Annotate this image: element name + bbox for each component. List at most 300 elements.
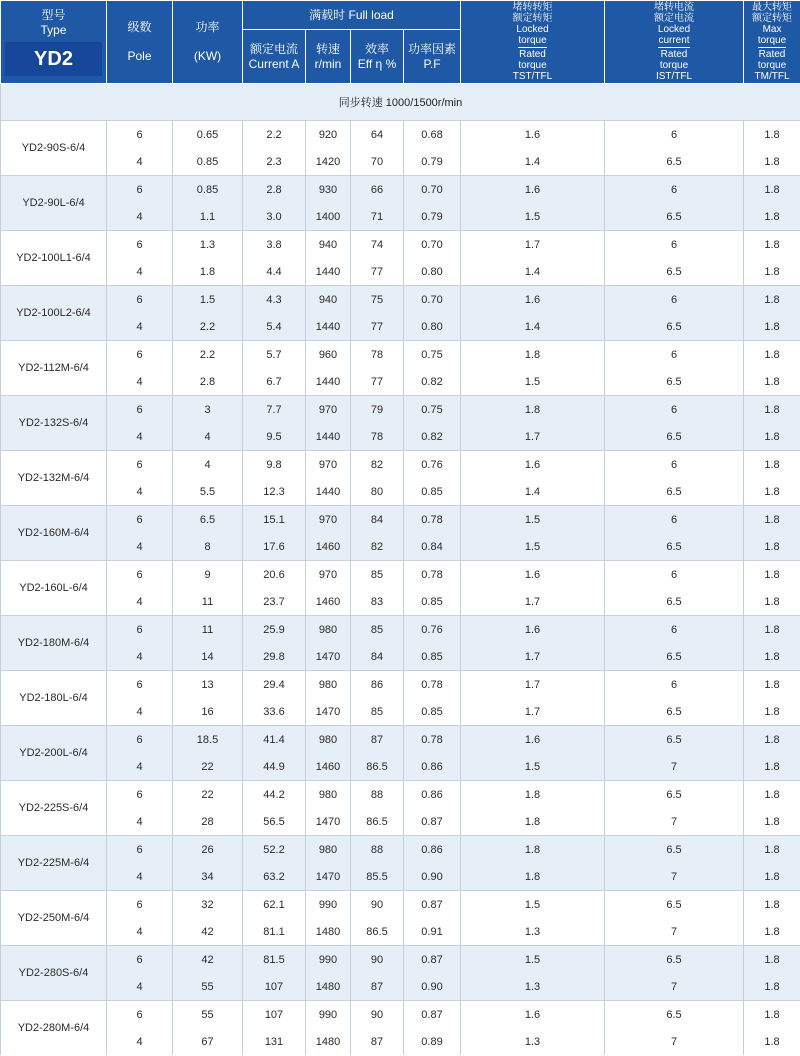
value-cell: 990 — [306, 891, 351, 919]
value-cell: 1.6 — [461, 286, 605, 314]
value-cell: 1.8 — [744, 808, 800, 836]
value-cell: 6.5 — [605, 203, 744, 231]
table-row — [1, 533, 800, 561]
value-cell: 4 — [107, 533, 173, 561]
value-cell: 1470 — [306, 808, 351, 836]
value-cell: 0.87 — [404, 1001, 461, 1029]
value-cell: 0.79 — [404, 203, 461, 231]
value-cell: 5.7 — [243, 341, 306, 369]
value-cell: 80 — [351, 478, 404, 506]
value-cell: 33.6 — [243, 698, 306, 726]
value-cell: 9.8 — [243, 451, 306, 479]
value-cell: 1.1 — [173, 203, 243, 231]
value-cell: 6 — [605, 396, 744, 424]
series-label: YD2 — [5, 42, 102, 76]
value-cell: 88 — [351, 781, 404, 809]
model-cell: YD2-180M-6/4 — [1, 616, 107, 671]
table-row — [1, 698, 800, 726]
max-torque-cn1: 最大转矩 — [752, 2, 793, 13]
max-torque-en3: Rated — [758, 49, 786, 60]
value-cell: 980 — [306, 671, 351, 699]
value-cell: 6 — [107, 616, 173, 644]
value-cell: 6.5 — [605, 781, 744, 809]
value-cell: 1.6 — [461, 561, 605, 589]
table-row — [1, 808, 800, 836]
value-cell: 980 — [306, 781, 351, 809]
value-cell: 63.2 — [243, 863, 306, 891]
value-cell: 1.6 — [461, 616, 605, 644]
value-cell: 7 — [605, 753, 744, 781]
value-cell: 6.7 — [243, 368, 306, 396]
value-cell: 1.8 — [461, 781, 605, 809]
value-cell: 1.4 — [461, 258, 605, 286]
value-cell: 6 — [107, 121, 173, 149]
pole-header-en: Pole — [127, 49, 152, 63]
locked-torque-cn1: 堵转转矩 — [512, 2, 553, 13]
value-cell: 0.85 — [173, 148, 243, 176]
table-row — [1, 781, 800, 809]
value-cell: 1460 — [306, 753, 351, 781]
locked-current-en3: Rated — [660, 49, 688, 60]
value-cell: 990 — [306, 1001, 351, 1029]
value-cell: 4 — [173, 423, 243, 451]
model-cell: YD2-132M-6/4 — [1, 451, 107, 506]
value-cell: 0.78 — [404, 726, 461, 754]
model-cell: YD2-250M-6/4 — [1, 891, 107, 946]
value-cell: 6 — [605, 231, 744, 259]
value-cell: 1480 — [306, 973, 351, 1001]
value-cell: 82 — [351, 451, 404, 479]
value-cell: 6 — [605, 561, 744, 589]
value-cell: 78 — [351, 423, 404, 451]
value-cell: 71 — [351, 203, 404, 231]
table-row — [1, 341, 800, 369]
value-cell: 15.1 — [243, 506, 306, 534]
value-cell: 11 — [173, 616, 243, 644]
value-cell: 0.70 — [404, 231, 461, 259]
value-cell: 4 — [107, 258, 173, 286]
current-header-cn: 额定电流 — [249, 41, 298, 56]
value-cell: 990 — [306, 946, 351, 974]
table-row — [1, 726, 800, 754]
value-cell: 6.5 — [605, 258, 744, 286]
value-cell: 7 — [605, 808, 744, 836]
locked-torque-en1: Locked — [516, 24, 549, 35]
value-cell: 42 — [173, 946, 243, 974]
value-cell: 3.0 — [243, 203, 306, 231]
current-header — [243, 30, 306, 84]
type-header-en: Type — [40, 23, 67, 37]
value-cell: 7 — [605, 863, 744, 891]
value-cell: 87 — [351, 726, 404, 754]
value-cell: 41.4 — [243, 726, 306, 754]
value-cell: 6 — [107, 946, 173, 974]
value-cell: 6 — [107, 506, 173, 534]
power-header — [173, 1, 243, 84]
table-row — [1, 121, 800, 149]
value-cell: 6 — [107, 451, 173, 479]
pole-header — [107, 1, 173, 84]
value-cell: 1.8 — [744, 506, 800, 534]
value-cell: 6.5 — [605, 836, 744, 864]
value-cell: 77 — [351, 313, 404, 341]
value-cell: 1440 — [306, 478, 351, 506]
table-row — [1, 451, 800, 479]
locked-current-header — [605, 1, 744, 84]
table-row — [1, 286, 800, 314]
table-row — [1, 176, 800, 204]
value-cell: 6.5 — [605, 478, 744, 506]
value-cell: 0.78 — [404, 506, 461, 534]
value-cell: 4 — [107, 1028, 173, 1055]
table-row — [1, 918, 800, 946]
value-cell: 67 — [173, 1028, 243, 1055]
value-cell: 1.4 — [461, 478, 605, 506]
value-cell: 1.7 — [461, 643, 605, 671]
value-cell: 87 — [351, 973, 404, 1001]
value-cell: 1.8 — [744, 148, 800, 176]
value-cell: 0.68 — [404, 121, 461, 149]
value-cell: 1.8 — [744, 781, 800, 809]
value-cell: 7 — [605, 918, 744, 946]
value-cell: 1.8 — [744, 341, 800, 369]
value-cell: 0.75 — [404, 396, 461, 424]
value-cell: 0.84 — [404, 533, 461, 561]
table-row — [1, 836, 800, 864]
value-cell: 1.8 — [744, 533, 800, 561]
value-cell: 1.8 — [744, 203, 800, 231]
model-cell: YD2-90L-6/4 — [1, 176, 107, 231]
model-cell: YD2-280S-6/4 — [1, 946, 107, 1001]
efficiency-header-cn: 效率 — [364, 41, 389, 56]
value-cell: 5.5 — [173, 478, 243, 506]
value-cell: 107 — [243, 1001, 306, 1029]
value-cell: 4.4 — [243, 258, 306, 286]
value-cell: 1.8 — [744, 423, 800, 451]
value-cell: 26 — [173, 836, 243, 864]
value-cell: 6.5 — [605, 533, 744, 561]
value-cell: 6 — [605, 671, 744, 699]
value-cell: 0.65 — [173, 121, 243, 149]
value-cell: 77 — [351, 368, 404, 396]
value-cell: 66 — [351, 176, 404, 204]
value-cell: 131 — [243, 1028, 306, 1055]
value-cell: 960 — [306, 341, 351, 369]
value-cell: 1.3 — [461, 973, 605, 1001]
value-cell: 0.90 — [404, 973, 461, 1001]
value-cell: 1400 — [306, 203, 351, 231]
value-cell: 85 — [351, 561, 404, 589]
value-cell: 6.5 — [605, 588, 744, 616]
value-cell: 44.9 — [243, 753, 306, 781]
value-cell: 1.8 — [461, 341, 605, 369]
value-cell: 55 — [173, 1001, 243, 1029]
value-cell: 0.82 — [404, 423, 461, 451]
value-cell: 7.7 — [243, 396, 306, 424]
value-cell: 28 — [173, 808, 243, 836]
value-cell: 1.8 — [744, 368, 800, 396]
value-cell: 79 — [351, 396, 404, 424]
max-torque-en2: torque — [757, 35, 787, 46]
value-cell: 6.5 — [605, 726, 744, 754]
value-cell: 25.9 — [243, 616, 306, 644]
model-cell: YD2-180L-6/4 — [1, 671, 107, 726]
table-row — [1, 753, 800, 781]
value-cell: 970 — [306, 506, 351, 534]
locked-current-ratio: IST/TFL — [655, 71, 693, 82]
value-cell: 6.5 — [173, 506, 243, 534]
value-cell: 14 — [173, 643, 243, 671]
value-cell: 6 — [605, 176, 744, 204]
value-cell: 6.5 — [605, 423, 744, 451]
value-cell: 86.5 — [351, 918, 404, 946]
table-header — [1, 1, 800, 84]
model-cell: YD2-100L1-6/4 — [1, 231, 107, 286]
model-cell: YD2-225S-6/4 — [1, 781, 107, 836]
value-cell: 1.8 — [461, 808, 605, 836]
value-cell: 62.1 — [243, 891, 306, 919]
value-cell: 1460 — [306, 533, 351, 561]
value-cell: 1.8 — [744, 478, 800, 506]
efficiency-header — [351, 30, 404, 84]
max-torque-en4: torque — [757, 60, 787, 71]
model-cell: YD2-112M-6/4 — [1, 341, 107, 396]
value-cell: 75 — [351, 286, 404, 314]
value-cell: 4 — [107, 478, 173, 506]
table-row — [1, 258, 800, 286]
value-cell: 1.8 — [744, 1001, 800, 1029]
value-cell: 1.8 — [744, 313, 800, 341]
table-row — [1, 616, 800, 644]
value-cell: 1.8 — [744, 451, 800, 479]
value-cell: 83 — [351, 588, 404, 616]
value-cell: 11 — [173, 588, 243, 616]
max-torque-cn2: 额定转矩 — [752, 13, 793, 24]
value-cell: 6 — [107, 176, 173, 204]
value-cell: 4 — [107, 753, 173, 781]
value-cell: 4 — [107, 588, 173, 616]
locked-current-cn2: 额定电流 — [654, 13, 695, 24]
value-cell: 9.5 — [243, 423, 306, 451]
value-cell: 4 — [173, 451, 243, 479]
value-cell: 970 — [306, 451, 351, 479]
value-cell: 78 — [351, 341, 404, 369]
model-cell: YD2-132S-6/4 — [1, 396, 107, 451]
value-cell: 1470 — [306, 863, 351, 891]
value-cell: 6 — [107, 231, 173, 259]
value-cell: 1.8 — [744, 286, 800, 314]
type-header — [1, 1, 107, 84]
table-body — [1, 84, 800, 1056]
value-cell: 1.3 — [461, 918, 605, 946]
value-cell: 1.8 — [744, 836, 800, 864]
value-cell: 0.89 — [404, 1028, 461, 1055]
locked-torque-ratio: TST/TFL — [512, 71, 553, 82]
value-cell: 18.5 — [173, 726, 243, 754]
value-cell: 1.8 — [744, 258, 800, 286]
value-cell: 930 — [306, 176, 351, 204]
table-row — [1, 148, 800, 176]
value-cell: 1.6 — [461, 1001, 605, 1029]
table-row — [1, 588, 800, 616]
value-cell: 1.8 — [173, 258, 243, 286]
value-cell: 1.7 — [461, 671, 605, 699]
value-cell: 0.70 — [404, 176, 461, 204]
value-cell: 13 — [173, 671, 243, 699]
value-cell: 0.87 — [404, 946, 461, 974]
locked-torque-header — [461, 1, 605, 84]
value-cell: 4 — [107, 808, 173, 836]
value-cell: 6 — [107, 396, 173, 424]
table-row — [1, 396, 800, 424]
value-cell: 3.8 — [243, 231, 306, 259]
value-cell: 0.78 — [404, 561, 461, 589]
value-cell: 0.79 — [404, 148, 461, 176]
value-cell: 1480 — [306, 1028, 351, 1055]
value-cell: 0.76 — [404, 616, 461, 644]
max-torque-en1: Max — [762, 24, 782, 35]
table-row — [1, 203, 800, 231]
value-cell: 4 — [107, 643, 173, 671]
value-cell: 1.8 — [744, 863, 800, 891]
value-cell: 1.5 — [461, 533, 605, 561]
value-cell: 7 — [605, 1028, 744, 1055]
value-cell: 1.5 — [461, 946, 605, 974]
value-cell: 6 — [605, 616, 744, 644]
value-cell: 980 — [306, 616, 351, 644]
table-row — [1, 231, 800, 259]
value-cell: 0.85 — [404, 643, 461, 671]
value-cell: 74 — [351, 231, 404, 259]
table-row — [1, 1028, 800, 1055]
value-cell: 1.7 — [461, 698, 605, 726]
value-cell: 81.5 — [243, 946, 306, 974]
table-row — [1, 863, 800, 891]
value-cell: 84 — [351, 643, 404, 671]
value-cell: 90 — [351, 946, 404, 974]
value-cell: 1.8 — [744, 396, 800, 424]
value-cell: 1.7 — [461, 588, 605, 616]
value-cell: 70 — [351, 148, 404, 176]
speed-header — [306, 30, 351, 84]
power-factor-header — [404, 30, 461, 84]
value-cell: 6 — [107, 286, 173, 314]
value-cell: 970 — [306, 396, 351, 424]
value-cell: 6.5 — [605, 368, 744, 396]
value-cell: 1.4 — [461, 313, 605, 341]
value-cell: 84 — [351, 506, 404, 534]
value-cell: 940 — [306, 231, 351, 259]
value-cell: 12.3 — [243, 478, 306, 506]
value-cell: 86.5 — [351, 753, 404, 781]
value-cell: 6.5 — [605, 313, 744, 341]
value-cell: 920 — [306, 121, 351, 149]
value-cell: 1.8 — [744, 891, 800, 919]
value-cell: 1470 — [306, 698, 351, 726]
value-cell: 6 — [605, 506, 744, 534]
value-cell: 1440 — [306, 258, 351, 286]
value-cell: 0.86 — [404, 781, 461, 809]
value-cell: 1.8 — [744, 753, 800, 781]
value-cell: 1.8 — [461, 836, 605, 864]
value-cell: 1.8 — [744, 946, 800, 974]
value-cell: 81.1 — [243, 918, 306, 946]
value-cell: 1.6 — [461, 726, 605, 754]
value-cell: 86.5 — [351, 808, 404, 836]
value-cell: 87 — [351, 1028, 404, 1055]
table-row — [1, 368, 800, 396]
value-cell: 23.7 — [243, 588, 306, 616]
value-cell: 0.90 — [404, 863, 461, 891]
table-row — [1, 1001, 800, 1029]
value-cell: 4 — [107, 203, 173, 231]
value-cell: 1.5 — [461, 368, 605, 396]
max-torque-header — [744, 1, 800, 84]
value-cell: 1.8 — [744, 726, 800, 754]
value-cell: 4 — [107, 423, 173, 451]
value-cell: 4 — [107, 698, 173, 726]
value-cell: 0.70 — [404, 286, 461, 314]
value-cell: 90 — [351, 891, 404, 919]
value-cell: 940 — [306, 286, 351, 314]
value-cell: 1.8 — [744, 616, 800, 644]
value-cell: 0.80 — [404, 313, 461, 341]
value-cell: 1.8 — [744, 231, 800, 259]
value-cell: 1.8 — [744, 1028, 800, 1055]
value-cell: 1.8 — [744, 698, 800, 726]
max-torque-ratio: TM/TFL — [754, 71, 790, 82]
value-cell: 2.8 — [173, 368, 243, 396]
value-cell: 2.2 — [173, 341, 243, 369]
value-cell: 1.6 — [461, 176, 605, 204]
value-cell: 1440 — [306, 313, 351, 341]
efficiency-header-en: Eff η % — [357, 56, 397, 71]
value-cell: 3 — [173, 396, 243, 424]
value-cell: 9 — [173, 561, 243, 589]
value-cell: 85.5 — [351, 863, 404, 891]
value-cell: 1.5 — [173, 286, 243, 314]
value-cell: 1.4 — [461, 148, 605, 176]
table-row — [1, 313, 800, 341]
value-cell: 90 — [351, 1001, 404, 1029]
value-cell: 4.3 — [243, 286, 306, 314]
value-cell: 1.3 — [173, 231, 243, 259]
locked-current-en4: torque — [659, 60, 689, 71]
value-cell: 29.4 — [243, 671, 306, 699]
value-cell: 6.5 — [605, 1001, 744, 1029]
value-cell: 6 — [107, 561, 173, 589]
value-cell: 2.2 — [243, 121, 306, 149]
value-cell: 64 — [351, 121, 404, 149]
value-cell: 1.8 — [744, 973, 800, 1001]
value-cell: 6 — [107, 1001, 173, 1029]
value-cell: 1.8 — [744, 561, 800, 589]
value-cell: 1.5 — [461, 753, 605, 781]
value-cell: 1.8 — [744, 588, 800, 616]
value-cell: 4 — [107, 863, 173, 891]
value-cell: 107 — [243, 973, 306, 1001]
model-cell: YD2-90S-6/4 — [1, 121, 107, 176]
value-cell: 42 — [173, 918, 243, 946]
value-cell: 4 — [107, 973, 173, 1001]
value-cell: 1470 — [306, 643, 351, 671]
table-row — [1, 973, 800, 1001]
table-row — [1, 671, 800, 699]
model-cell: YD2-225M-6/4 — [1, 836, 107, 891]
value-cell: 32 — [173, 891, 243, 919]
value-cell: 6 — [605, 451, 744, 479]
value-cell: 2.2 — [173, 313, 243, 341]
